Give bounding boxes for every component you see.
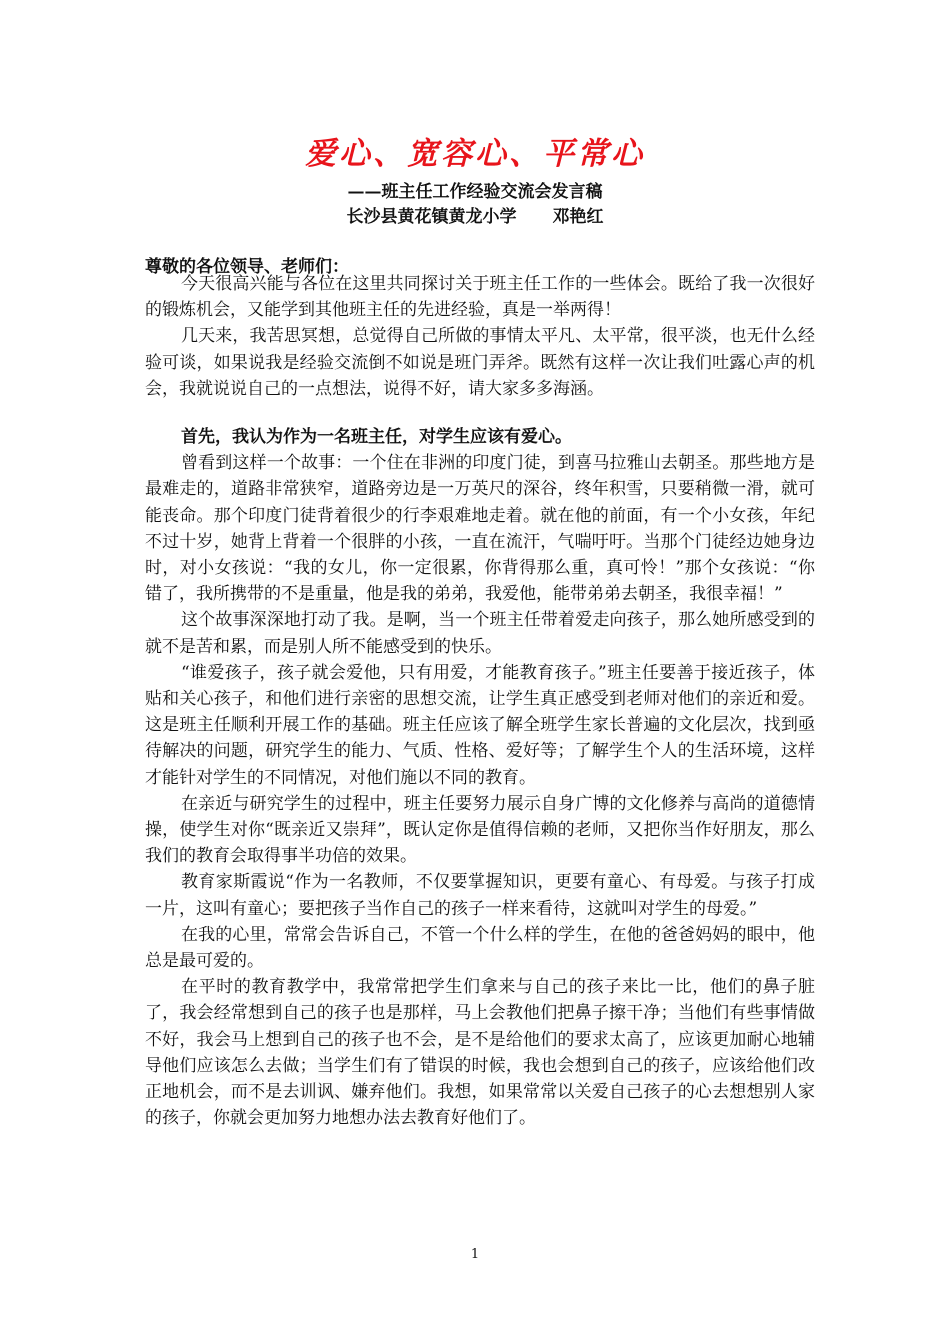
- paragraph: 曾看到这样一个故事：一个住在非洲的印度门徒，到喜马拉雅山去朝圣。那些地方是最难走的，道路非常狭窄，道路旁边是一万英尺的深谷，终年积雪，只要稍微一滑，就可能丧命。那个印度门徒背着很少的行李艰难地走着。就在他的前面，有一个小女孩，年纪不过十岁，她背上背着一个很胖的小孩，一直在流汗，气喘吁吁。当那个门徒经边她身边时，对小女孩说：“我的女儿，你一定很累，你背得那么重，真可怜！”那个女孩说：“你错了，我所携带的不是重量，他是我的弟弟，我爱他，能带弟弟去朝圣，我很幸福！”: [145, 453, 815, 605]
- author-line: [0, 202, 950, 227]
- document-title: 爱心、宽容心、平常心: [305, 136, 645, 172]
- paragraph: 在平时的教育教学中，我常常把学生们拿来与自己的孩子来比一比，他们的鼻子脏了，我会经常想到自己的孩子也是那样，马上会教他们把鼻子擦干净；当他们有些事情做不好，我会马上想到自己的孩子也不会，是不是给他们的要求太高了，应该更加耐心地辅导他们应该怎么去做；当学生们有了错误的时候，我也会想到自己的孩子，应该给他们改正地机会，而不是去训讽、嫌弃他们。我想，如果常常以关爱自己孩子的心去想想别人家的孩子，你就会更加努力地想办法去教育好他们了。: [145, 977, 815, 1129]
- love-section: [145, 424, 815, 1131]
- paragraph: 今天很高兴能与各位在这里共同探讨关于班主任工作的一些体会。既给了我一次很好的锻炼机会，又能学到其他班主任的先进经验，真是一举两得！: [145, 274, 815, 321]
- document-subtitle: ——班主任工作经验交流会发言稿: [347, 182, 603, 202]
- school-name: 长沙县黄花镇黄龙小学: [346, 207, 517, 227]
- intro-section: [145, 271, 815, 402]
- paragraph: 在亲近与研究学生的过程中，班主任要努力展示自身广博的文化修养与高尚的道德情操，使学生对你“既亲近又崇拜”，既认定你是值得信赖的老师，又把你当作好朋友，那么我们的教育会取得事半功倍的效果。: [145, 793, 815, 867]
- paragraph: 在我的心里，常常会告诉自己，不管一个什么样的学生，在他的爸爸妈妈的眼中，他总是最可爱的。: [145, 924, 815, 972]
- paragraph: “谁爱孩子，孩子就会爱他，只有用爱，才能教育孩子。”班主任要善于接近孩子，体贴和关心孩子，和他们进行亲密的思想交流，让学生真正感受到老师对他们的亲近和爱。这是班主任顺利开展工作的基础。班主任应该了解全班学生家长普遍的文化层次，找到亟待解决的问题，研究学生的能力、气质、性格、爱好等；了解学生个人的生活环境，这样才能针对学生的不同情况，对他们施以不同的教育。: [145, 662, 815, 788]
- author-name: 邓艳红: [552, 207, 604, 227]
- paragraph: 教育家斯霞说“作为一名教师，不仅要掌握知识，更要有童心、有母爱。与孩子打成一片，这叫有童心；要把孩子当作自己的孩子一样来看待，这就叫对学生的母爱。”: [145, 872, 815, 919]
- paragraph: 几天来，我苦思冥想，总觉得自己所做的事情太平凡、太平常，很平淡，也无什么经验可谈，如果说我是经验交流倒不如说是班门弄斧。既然有这样一次让我们吐露心声的机会，我就说说自己的一点想法，说得不好，请大家多多海涵。: [145, 326, 815, 399]
- section-heading: 首先，我认为作为一名班主任，对学生应该有爱心。: [181, 427, 572, 447]
- salutation: 尊敬的各位领导、老师们：: [145, 257, 349, 277]
- page-number: 1: [470, 1247, 480, 1262]
- paragraph: 这个故事深深地打动了我。是啊，当一个班主任带着爱走向孩子，那么她所感受到的就不是苦和累，而是别人所不能感受到的快乐。: [145, 610, 815, 657]
